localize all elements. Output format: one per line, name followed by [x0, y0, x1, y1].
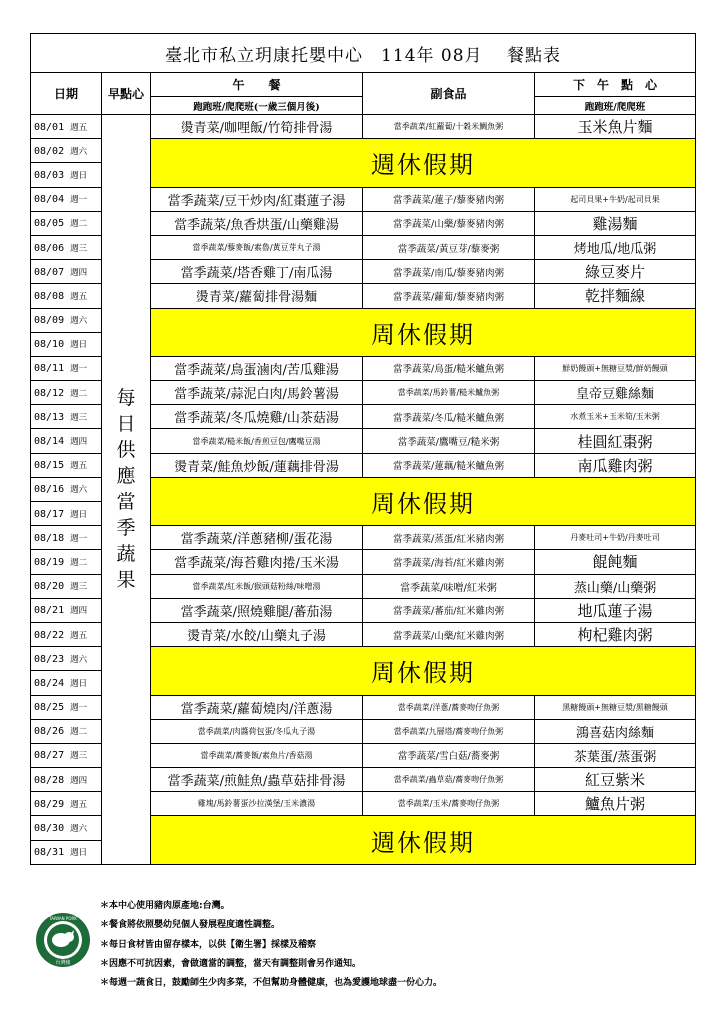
lunch-cell: 當季蔬菜/豆干炒肉/紅棗蓮子湯: [151, 187, 363, 211]
snack-cell: 綠豆麥片: [535, 260, 696, 284]
snack-cell: 乾拌麵線: [535, 284, 696, 308]
breakfast-char: 蔬: [116, 543, 136, 566]
snack-cell: 地瓜蓮子湯: [535, 598, 696, 622]
date-text: 08/24: [34, 677, 65, 689]
notes: [100, 897, 442, 993]
date-text: 08/19: [34, 556, 65, 568]
date-text: 08/28: [34, 774, 65, 786]
date-cell: [31, 671, 102, 695]
lunch-cell: 當季蔬菜/照燒雞腿/蕃茄湯: [151, 598, 363, 622]
lunch-cell: 當季蔬菜/肉醬荷包蛋/冬瓜丸子湯: [151, 719, 363, 743]
side-dish-cell: 當季蔬菜/蓮子/藜麥豬肉粥: [363, 187, 535, 211]
weekday-text: 週五: [70, 291, 88, 302]
date-text: 08/23: [34, 653, 65, 665]
date-cell: [31, 743, 102, 767]
snack-cell: 玉米魚片麵: [535, 115, 696, 139]
snack-cell: 鱸魚片粥: [535, 792, 696, 816]
snack-cell: 桂圓紅棗粥: [535, 429, 696, 453]
holiday-banner: 周休假期: [151, 308, 696, 356]
date-text: 08/18: [34, 532, 65, 544]
side-dish-cell: 當季蔬菜/蕃茄/紅米雞肉粥: [363, 598, 535, 622]
breakfast-char: 每: [116, 387, 136, 410]
menu-table: [30, 33, 696, 865]
side-dish-cell: 當季蔬菜/南瓜/藜麥豬肉粥: [363, 260, 535, 284]
weekday-text: 週六: [70, 824, 88, 835]
side-dish-cell: 當季蔬菜/黃豆芽/藜麥粥: [363, 235, 535, 259]
svg-text:台灣豬: 台灣豬: [55, 960, 71, 966]
header-lunch: 午 餐: [151, 73, 363, 97]
holiday-banner: 周休假期: [151, 477, 696, 525]
lunch-cell: 當季蔬菜/糙米飯/香煎豆包/鷹嘴豆湯: [151, 429, 363, 453]
holiday-banner: 週休假期: [151, 816, 696, 864]
date-cell: [31, 453, 102, 477]
weekday-text: 週日: [70, 170, 88, 181]
date-text: 08/14: [34, 436, 65, 448]
date-text: 08/22: [34, 629, 65, 641]
date-cell: [31, 502, 102, 526]
weekday-text: 週日: [70, 678, 88, 689]
date-cell: [31, 429, 102, 453]
lunch-cell: 燙青菜/咖哩飯/竹筍排骨湯: [151, 115, 363, 139]
lunch-cell: 當季蔬菜/煎鮭魚/蟲草菇排骨湯: [151, 768, 363, 792]
date-text: 08/29: [34, 798, 65, 810]
note-line: ＊每日食材皆由留存樣本，以供【衛生署】採樣及稽察: [100, 939, 317, 950]
date-text: 08/06: [34, 242, 65, 254]
snack-cell: 皇帝豆雞絲麵: [535, 381, 696, 405]
date-text: 08/05: [34, 218, 65, 230]
header-snack: 下 午 點 心: [535, 73, 696, 97]
snack-cell: 紅豆紫米: [535, 768, 696, 792]
date-cell: [31, 477, 102, 501]
date-cell: [31, 622, 102, 646]
date-text: 08/10: [34, 339, 65, 351]
snack-cell: 南瓜雞肉粥: [535, 453, 696, 477]
page-title: 臺北市私立玥康托嬰中心 114年 08月 餐點表: [31, 34, 696, 73]
lunch-cell: 當季蔬菜/鳥蛋滷肉/苦瓜雞湯: [151, 356, 363, 380]
weekday-text: 週二: [70, 557, 88, 568]
weekday-text: 週六: [70, 316, 88, 327]
weekday-text: 週四: [70, 267, 88, 278]
lunch-cell: 當季蔬菜/紅米飯/猴頭菇粉絲/味噌湯: [151, 574, 363, 598]
weekday-text: 週三: [70, 582, 88, 593]
date-cell: [31, 816, 102, 840]
breakfast-daily-cell: [102, 115, 151, 865]
weekday-text: 週日: [70, 509, 88, 520]
lunch-cell: 當季蔬菜/冬瓜燒雞/山茶菇湯: [151, 405, 363, 429]
date-cell: [31, 139, 102, 163]
weekday-text: 週六: [70, 146, 88, 157]
date-text: 08/16: [34, 484, 65, 496]
lunch-cell: 當季蔬菜/蘿蔔燒肉/洋蔥湯: [151, 695, 363, 719]
side-dish-cell: 當季蔬菜/雪白菇/蕎麥粥: [363, 743, 535, 767]
date-text: 08/12: [34, 387, 65, 399]
note-line: ＊本中心使用豬肉原產地:台灣。: [100, 901, 230, 911]
lunch-cell: 當季蔬菜/塔香雞丁/南瓜湯: [151, 260, 363, 284]
side-dish-cell: 當季蔬菜/山藥/藜麥豬肉粥: [363, 211, 535, 235]
date-text: 08/31: [34, 847, 65, 859]
header-breakfast: 早點心: [102, 73, 151, 115]
date-text: 08/08: [34, 290, 65, 302]
lunch-cell: 燙青菜/蘿蔔排骨湯麵: [151, 284, 363, 308]
snack-cell: 餛飩麵: [535, 550, 696, 574]
lunch-cell: 當季蔬菜/魚香烘蛋/山藥雞湯: [151, 211, 363, 235]
date-cell: [31, 163, 102, 187]
date-text: 08/27: [34, 750, 65, 762]
side-dish-cell: 當季蔬菜/蘿蔔/藜麥豬肉粥: [363, 284, 535, 308]
date-cell: [31, 356, 102, 380]
holiday-banner: 週休假期: [151, 139, 696, 187]
side-dish-cell: 當季蔬菜/蟲草菇/蕎麥吻仔魚粥: [363, 768, 535, 792]
date-cell: [31, 598, 102, 622]
weekday-text: 週四: [70, 775, 88, 786]
side-dish-cell: 當季蔬菜/山藥/紅米雞肉粥: [363, 622, 535, 646]
date-cell: [31, 719, 102, 743]
holiday-banner: 周休假期: [151, 647, 696, 695]
weekday-text: 週日: [70, 340, 88, 351]
date-cell: [31, 792, 102, 816]
lunch-cell: 燙青菜/水餃/山藥丸子湯: [151, 622, 363, 646]
date-cell: [31, 308, 102, 332]
side-dish-cell: 當季蔬菜/海苔/紅米雞肉粥: [363, 550, 535, 574]
date-text: 08/21: [34, 605, 65, 617]
weekday-text: 週五: [70, 630, 88, 641]
date-cell: [31, 187, 102, 211]
date-text: 08/13: [34, 411, 65, 423]
side-dish-cell: 當季蔬菜/鷹嘴豆/糙米粥: [363, 429, 535, 453]
date-cell: [31, 381, 102, 405]
side-dish-cell: 當季蔬菜/洋蔥/蕎麥吻仔魚粥: [363, 695, 535, 719]
date-text: 08/02: [34, 145, 65, 157]
snack-cell: 枸杞雞肉粥: [535, 622, 696, 646]
date-text: 08/15: [34, 460, 65, 472]
lunch-cell: 燙青菜/鮭魚炒飯/蓮藕排骨湯: [151, 453, 363, 477]
side-dish-cell: 當季蔬菜/玉米/蕎麥吻仔魚粥: [363, 792, 535, 816]
date-text: 08/07: [34, 266, 65, 278]
weekday-text: 週四: [70, 606, 88, 617]
breakfast-char: 當: [116, 491, 136, 514]
date-cell: [31, 211, 102, 235]
lunch-cell: 當季蔬菜/海苔雞肉捲/玉米湯: [151, 550, 363, 574]
breakfast-char: 供: [116, 439, 136, 462]
date-cell: [31, 695, 102, 719]
note-line: ＊每週一蔬食日，鼓勵師生少肉多菜，不但幫助身體健康，也為愛護地球盡一份心力。: [100, 978, 443, 989]
date-text: 08/03: [34, 169, 65, 181]
lunch-cell: 雞塊/馬鈴薯蛋沙拉漢堡/玉米濃湯: [151, 792, 363, 816]
date-text: 08/04: [34, 194, 65, 206]
snack-cell: 烤地瓜/地瓜粥: [535, 235, 696, 259]
weekday-text: 週六: [70, 654, 88, 665]
date-cell: [31, 574, 102, 598]
date-text: 08/30: [34, 823, 65, 835]
weekday-text: 週一: [70, 703, 88, 714]
date-text: 08/20: [34, 581, 65, 593]
date-cell: [31, 647, 102, 671]
date-cell: [31, 284, 102, 308]
date-cell: [31, 115, 102, 139]
note-line: ＊因應不可抗因素，會做適當的調整，當天有調整則會另作通知。: [100, 958, 362, 969]
weekday-text: 週五: [70, 461, 88, 472]
side-dish-cell: 當季蔬菜/鳥蛋/糙米鱸魚粥: [363, 356, 535, 380]
weekday-text: 週日: [70, 848, 88, 859]
date-text: 08/26: [34, 726, 65, 738]
date-cell: [31, 260, 102, 284]
date-cell: [31, 235, 102, 259]
snack-cell: 鮮奶饅頭+無糖豆漿/鮮奶饅頭: [535, 356, 696, 380]
lunch-cell: 當季蔬菜/蕎麥飯/素魚片/香菇湯: [151, 743, 363, 767]
breakfast-char: 果: [116, 569, 136, 592]
snack-cell: 起司貝果+牛奶/起司貝果: [535, 187, 696, 211]
breakfast-char: 日: [116, 413, 136, 436]
date-cell: [31, 526, 102, 550]
weekday-text: 週三: [70, 751, 88, 762]
svg-text:TAIWAN PORK: TAIWAN PORK: [49, 916, 77, 921]
date-text: 08/17: [34, 508, 65, 520]
lunch-cell: 當季蔬菜/蒜泥白肉/馬鈴薯湯: [151, 381, 363, 405]
date-text: 08/01: [34, 121, 65, 133]
snack-cell: 黑糖饅頭+無糖豆漿/黑糖饅頭: [535, 695, 696, 719]
snack-cell: 雞湯麵: [535, 211, 696, 235]
header-snack-sub: 跑跑班/爬爬班: [535, 97, 696, 115]
date-cell: [31, 550, 102, 574]
side-dish-cell: 當季蔬菜/馬鈴薯/糙米鱸魚粥: [363, 381, 535, 405]
date-cell: [31, 840, 102, 864]
weekday-text: 週二: [70, 727, 88, 738]
snack-cell: 茶葉蛋/蒸蛋粥: [535, 743, 696, 767]
header-side: 副食品: [363, 73, 535, 115]
date-cell: [31, 405, 102, 429]
side-dish-cell: 當季蔬菜/味噌/紅米粥: [363, 574, 535, 598]
weekday-text: 週四: [70, 437, 88, 448]
weekday-text: 週一: [70, 533, 88, 544]
side-dish-cell: 當季蔬菜/紅蘿蔔/十穀米鯛魚粥: [363, 115, 535, 139]
side-dish-cell: 當季蔬菜/九層塔/蕎麥吻仔魚粥: [363, 719, 535, 743]
date-text: 08/09: [34, 315, 65, 327]
side-dish-cell: 當季蔬菜/冬瓜/糙米鱸魚粥: [363, 405, 535, 429]
weekday-text: 週一: [70, 195, 88, 206]
side-dish-cell: 當季蔬菜/蒸蛋/紅米豬肉粥: [363, 526, 535, 550]
breakfast-char: 季: [116, 517, 136, 540]
weekday-text: 週五: [70, 122, 88, 133]
weekday-text: 週二: [70, 219, 88, 230]
snack-cell: 蒸山藥/山藥粥: [535, 574, 696, 598]
lunch-cell: 當季蔬菜/藜麥飯/素魯/黃豆芽丸子湯: [151, 235, 363, 259]
date-cell: [31, 332, 102, 356]
weekday-text: 週三: [70, 412, 88, 423]
snack-cell: 水煮玉米+玉米筍/玉米粥: [535, 405, 696, 429]
weekday-text: 週三: [70, 243, 88, 254]
weekday-text: 週五: [70, 799, 88, 810]
snack-cell: 丹麥吐司+牛奶/丹麥吐司: [535, 526, 696, 550]
header-date: 日期: [31, 73, 102, 115]
snack-cell: 鴻喜菇肉絲麵: [535, 719, 696, 743]
date-text: 08/25: [34, 702, 65, 714]
breakfast-char: 應: [116, 465, 136, 488]
weekday-text: 週二: [70, 388, 88, 399]
date-text: 08/11: [34, 363, 65, 375]
side-dish-cell: 當季蔬菜/蓮藕/糙米鱸魚粥: [363, 453, 535, 477]
weekday-text: 週一: [70, 364, 88, 375]
menu-sheet: [30, 33, 695, 865]
header-lunch-sub: 跑跑班/爬爬班(一歲三個月後): [151, 97, 363, 115]
date-cell: [31, 768, 102, 792]
table-row: [31, 115, 696, 139]
lunch-cell: 當季蔬菜/洋蔥豬柳/蛋花湯: [151, 526, 363, 550]
note-line: ＊餐食將依照嬰幼兒個人發展程度適性調整。: [100, 920, 281, 931]
weekday-text: 週六: [70, 485, 88, 496]
taiwan-pork-logo: [35, 912, 91, 968]
